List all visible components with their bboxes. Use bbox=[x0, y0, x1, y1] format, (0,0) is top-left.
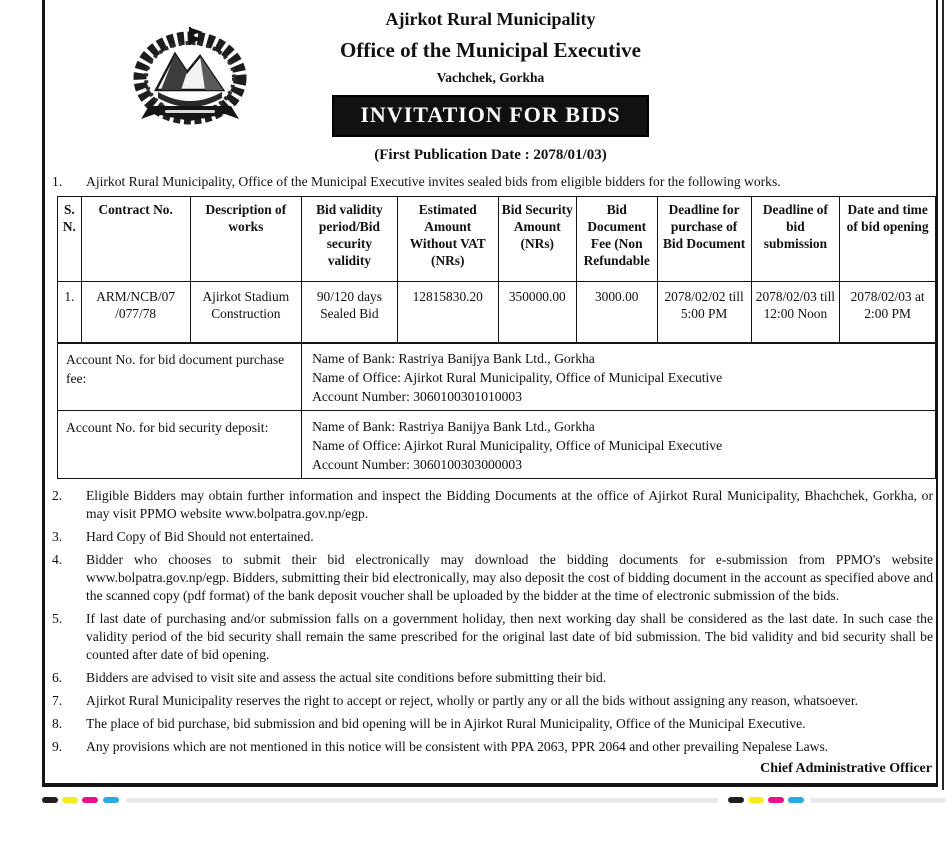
cell-deadline-submission: 2078/02/03 till 12:00 Noon bbox=[751, 282, 840, 344]
item-number: 7. bbox=[52, 693, 63, 709]
notice-item-7 bbox=[45, 692, 936, 710]
item-text: Any provisions which are not mentioned in this notice will be consistent with PPA 2063, PPR 2064 and other prevailing Nepalese Laws. bbox=[86, 739, 829, 755]
col-document-fee: Bid Document Fee (Non Refundable bbox=[576, 197, 657, 282]
cmyk-black-dash bbox=[728, 797, 744, 803]
municipality-title: Ajirkot Rural Municipality bbox=[385, 9, 596, 29]
table-row bbox=[58, 282, 936, 344]
item-text: Ajirkot Rural Municipality reserves the right to accept or reject, wholly or partly any or all the bids without assigning any reason, whatsoever. bbox=[86, 693, 859, 709]
cell-description: Ajirkot Stadium Construction bbox=[190, 282, 302, 344]
item-number: 9. bbox=[52, 739, 63, 755]
item-text: The place of bid purchase, bid submission and bid opening will be in Ajirkot Rural Municipality, Office of the Municipal Executive. bbox=[86, 716, 806, 732]
cmyk-yellow-dash bbox=[62, 797, 78, 803]
cmyk-magenta-dash bbox=[768, 797, 784, 803]
item-number: 1. bbox=[52, 174, 63, 189]
cell-document-fee: 3000.00 bbox=[576, 282, 657, 344]
publication-date: (First Publication Date : 2078/01/03) bbox=[374, 147, 607, 163]
page-edge-line bbox=[942, 0, 944, 790]
col-bid-opening: Date and time of bid opening bbox=[840, 197, 936, 282]
item-text: Eligible Bidders may obtain further information and inspect the Bidding Documents at the office of Ajirkot Rural Municipality, Bhachchek, Gorkha, or may visit PPMO website www.bolpatra.gov.np/egp. bbox=[86, 488, 933, 522]
notice-item-2 bbox=[45, 487, 936, 523]
account-label: Account No. for bid document purchase fee: bbox=[58, 343, 302, 411]
notice-item-9 bbox=[45, 738, 936, 756]
col-bid-security: Bid Security Amount (NRs) bbox=[498, 197, 576, 282]
bank-name-line: Name of Bank: Rastriya Banijya Bank Ltd., Gorkha bbox=[312, 419, 595, 435]
account-label: Account No. for bid security deposit: bbox=[58, 411, 302, 479]
table-header-row bbox=[58, 197, 936, 282]
item-text: Bidders are advised to visit site and assess the actual site conditions before submitting their bid. bbox=[86, 670, 607, 686]
item-text: Bidder who chooses to submit their bid electronically may download the bidding documents for e-submission from PPMO's website www.bolpatra.gov.np/egp. Bidders, submitting their bid electronically, may also deposit the cost of bidding document in the account as specified above and the scanned copy (pdf format) of the bank deposit voucher shall be uploaded by the bidder at the time of electronic submission of the bids. bbox=[86, 552, 933, 604]
cell-bid-opening: 2078/02/03 at 2:00 PM bbox=[840, 282, 936, 344]
col-sn: S. N. bbox=[58, 197, 82, 282]
notice-item-3 bbox=[45, 528, 936, 546]
item-number: 3. bbox=[52, 529, 63, 545]
col-deadline-purchase: Deadline for purchase of Bid Document bbox=[657, 197, 751, 282]
account-info-table bbox=[57, 342, 936, 479]
office-title: Office of the Municipal Executive bbox=[340, 38, 641, 62]
account-details bbox=[302, 411, 936, 479]
cmyk-magenta-dash bbox=[82, 797, 98, 803]
cell-sn: 1. bbox=[58, 282, 82, 344]
account-row-security-deposit bbox=[58, 411, 936, 479]
signature-title: Chief Administrative Officer bbox=[760, 761, 932, 777]
cmyk-yellow-dash bbox=[748, 797, 764, 803]
notice-item-1 bbox=[45, 173, 936, 191]
strip-gray-line bbox=[126, 798, 718, 803]
notice-item-5 bbox=[45, 610, 936, 664]
account-details bbox=[302, 343, 936, 411]
document-header bbox=[45, 0, 936, 165]
notice-item-4 bbox=[45, 551, 936, 605]
item-number: 6. bbox=[52, 670, 63, 686]
notice-items-block bbox=[45, 487, 936, 756]
cell-bid-validity: 90/120 days Sealed Bid bbox=[302, 282, 398, 344]
notice-item-6 bbox=[45, 669, 936, 687]
item-text: If last date of purchasing and/or submission falls on a government holiday, then next working day shall be considered as the last date. In such case the validity period of the bid security shall remain the same prescribed for the original last date of bid submission. The bid validity and bid security shall be counted after date of bid opening. bbox=[86, 611, 933, 663]
bank-name-line: Name of Bank: Rastriya Banijya Bank Ltd., Gorkha bbox=[312, 351, 595, 367]
cmyk-registration-strip bbox=[0, 796, 946, 806]
cell-bid-security: 350000.00 bbox=[498, 282, 576, 344]
item-number: 4. bbox=[52, 552, 63, 568]
col-contract-no: Contract No. bbox=[81, 197, 190, 282]
item-text: Ajirkot Rural Municipality, Office of the Municipal Executive invites sealed bids from eligible bidders for the following works. bbox=[86, 174, 781, 189]
cell-estimated-amount: 12815830.20 bbox=[397, 282, 498, 344]
office-name-line: Name of Office: Ajirkot Rural Municipality, Office of Municipal Executive bbox=[312, 370, 723, 386]
municipal-emblem-icon bbox=[129, 26, 251, 127]
cmyk-black-dash bbox=[42, 797, 58, 803]
invitation-banner: INVITATION FOR BIDS bbox=[332, 95, 648, 137]
col-estimated-amount: Estimated Amount Without VAT (NRs) bbox=[397, 197, 498, 282]
account-number-line: Account Number: 3060100303000003 bbox=[312, 457, 522, 473]
notice-document bbox=[42, 0, 938, 787]
cmyk-cyan-dash bbox=[788, 797, 804, 803]
item-number: 8. bbox=[52, 716, 63, 732]
office-name-line: Name of Office: Ajirkot Rural Municipality, Office of Municipal Executive bbox=[312, 438, 723, 454]
bid-details-table bbox=[57, 196, 936, 344]
item-text: Hard Copy of Bid Should not entertained. bbox=[86, 529, 314, 545]
item-number: 5. bbox=[52, 611, 63, 627]
strip-gray-line bbox=[810, 798, 946, 803]
col-bid-validity: Bid validity period/Bid security validity bbox=[302, 197, 398, 282]
account-row-purchase-fee bbox=[58, 343, 936, 411]
cell-contract-no: ARM/NCB/07 /077/78 bbox=[81, 282, 190, 344]
notice-item-8 bbox=[45, 715, 936, 733]
cmyk-cyan-dash bbox=[103, 797, 119, 803]
account-number-line: Account Number: 3060100301010003 bbox=[312, 389, 522, 405]
item-number: 2. bbox=[52, 488, 63, 504]
col-description: Description of works bbox=[190, 197, 302, 282]
intro-item-block bbox=[45, 173, 936, 191]
cell-deadline-purchase: 2078/02/02 till 5:00 PM bbox=[657, 282, 751, 344]
address-line: Vachchek, Gorkha bbox=[436, 70, 545, 85]
col-deadline-submission: Deadline of bid submission bbox=[751, 197, 840, 282]
